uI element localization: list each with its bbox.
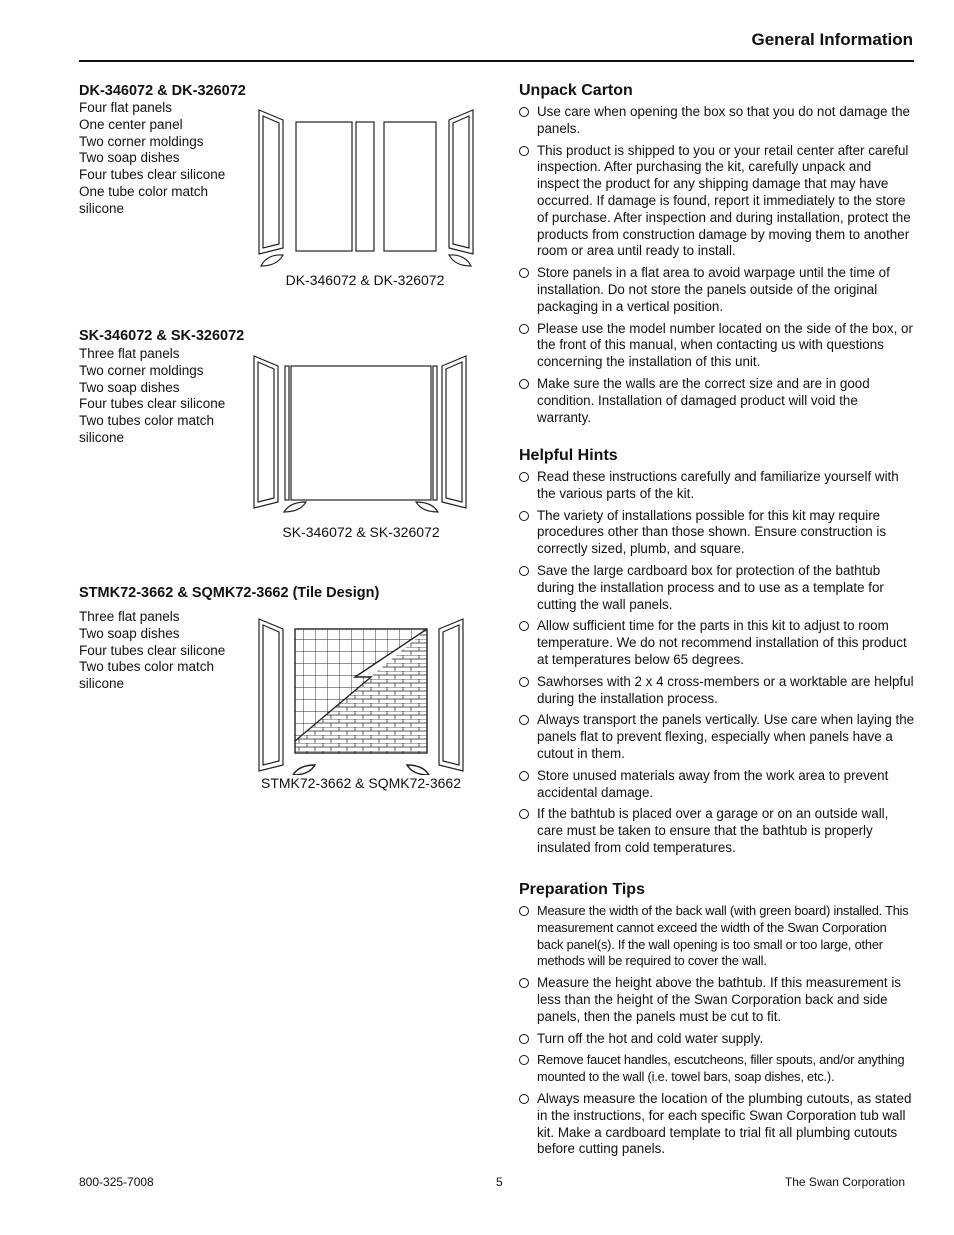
header-rule	[79, 60, 914, 62]
circle-bullet-icon	[519, 906, 529, 916]
kit-contents-list	[79, 609, 259, 693]
circle-bullet-icon	[519, 107, 529, 117]
preparation-tips-section	[519, 881, 915, 1163]
list-item: Three flat panels	[79, 609, 180, 624]
tile-design-kit-panels-illustration	[255, 615, 467, 775]
list-item: Remove faucet handles, escutcheons, filler spouts, and/or anything mounted to the wall (i.e. towel bars, soap dishes, etc.).	[519, 1052, 915, 1086]
list-item: Two corner moldings	[79, 362, 204, 378]
list-item: silicone	[79, 676, 125, 692]
list-item: Three flat panels	[79, 346, 180, 361]
list-item: Two corner moldings	[79, 133, 204, 149]
list-item: Four tubes clear silicone	[79, 642, 226, 658]
footer-page-number: 5	[496, 1175, 503, 1189]
kit-title: DK-346072 & DK-326072	[79, 83, 246, 99]
figure-caption: DK-346072 & DK-326072	[285, 272, 445, 288]
section-heading: Helpful Hints	[519, 447, 618, 464]
figure-caption: STMK72-3662 & SQMK72-3662	[261, 775, 461, 791]
list-item: silicone	[79, 200, 125, 216]
kit-contents-list	[79, 100, 259, 218]
list-item: Two tubes color match	[79, 659, 215, 675]
footer-company: The Swan Corporation	[784, 1175, 905, 1189]
circle-bullet-icon	[519, 1055, 529, 1065]
list-item: silicone	[79, 429, 125, 445]
helpful-hints-section	[519, 447, 915, 862]
section-heading: Preparation Tips	[519, 881, 645, 898]
list-item: Four tubes clear silicone	[79, 167, 226, 183]
circle-bullet-icon	[519, 379, 529, 389]
unpack-carton-section	[519, 82, 915, 431]
circle-bullet-icon	[519, 566, 529, 576]
list-item: Please use the model number located on the side of the box, or the front of this manual, when contacting us with questions concerning the installation of this unit.	[519, 321, 915, 371]
circle-bullet-icon	[519, 268, 529, 278]
circle-bullet-icon	[519, 771, 529, 781]
circle-bullet-icon	[519, 511, 529, 521]
list-item: Four tubes clear silicone	[79, 396, 226, 412]
list-item: Always measure the location of the plumbing cutouts, as stated in the instructions, for each specific Swan Corporation tub wall kit. Make a cardboard template to trial fit all plumbing cutouts before cutting panels.	[519, 1091, 915, 1158]
circle-bullet-icon	[519, 809, 529, 819]
circle-bullet-icon	[519, 1034, 529, 1044]
circle-bullet-icon	[519, 715, 529, 725]
page-header-title: General Information	[751, 30, 913, 49]
list-item: This product is shipped to you or your retail center after careful inspection. After purchasing the kit, carefully unpack and inspect the product for any shipping damage that may have occurred. If damage is found, report it immediately to the store of purchase. After inspection and during installation, protect the products from construction damage by moving them to another room or area until ready to install.	[519, 143, 915, 261]
list-item: The variety of installations possible for this kit may require procedures other than those shown. Ensure construction is correctly sized, plumb, and square.	[519, 508, 915, 558]
circle-bullet-icon	[519, 677, 529, 687]
circle-bullet-icon	[519, 324, 529, 334]
list-item: Make sure the walls are the correct size and are in good condition. Installation of damaged product will void the warranty.	[519, 376, 915, 426]
list-item: Measure the height above the bathtub. If this measurement is less than the height of the Swan Corporation back and side panels, then the panels must be cut to fit.	[519, 975, 915, 1025]
footer-phone: 800-325-7008	[79, 1175, 154, 1189]
list-item: One center panel	[79, 116, 183, 132]
kit-title: STMK72-3662 & SQMK72-3662 (Tile Design)	[79, 585, 380, 601]
circle-bullet-icon	[519, 146, 529, 156]
list-item: Two soap dishes	[79, 379, 180, 395]
list-item: Use care when opening the box so that you do not damage the panels.	[519, 104, 915, 138]
list-item: Save the large cardboard box for protection of the bathtub during the installation process and to use as a template for cutting the wall panels.	[519, 563, 915, 613]
list-item: Always transport the panels vertically. Use care when laying the panels flat to prevent flexing, especially when panels have a cutout in them.	[519, 712, 915, 762]
list-item: Store panels in a flat area to avoid warpage until the time of installation. Do not store the panels outside of the original packaging in a vertical position.	[519, 265, 915, 315]
list-item: One tube color match	[79, 183, 209, 199]
circle-bullet-icon	[519, 621, 529, 631]
section-heading: Unpack Carton	[519, 82, 633, 99]
list-item: Measure the width of the back wall (with green board) installed. This measurement cannot exceed the width of the Swan Corporation back panel(s). If the wall opening is too small or too large, other methods will be required to cover the wall.	[519, 903, 915, 970]
kit-contents-list	[79, 346, 259, 447]
list-item: Turn off the hot and cold water supply.	[519, 1031, 915, 1048]
list-item: Sawhorses with 2 x 4 cross-members or a worktable are helpful during the installation process.	[519, 674, 915, 708]
circle-bullet-icon	[519, 978, 529, 988]
list-item: Two tubes color match	[79, 413, 215, 429]
figure-caption: SK-346072 & SK-326072	[282, 524, 440, 540]
sk-kit-panels-illustration	[250, 352, 472, 516]
list-item: If the bathtub is placed over a garage or on an outside wall, care must be taken to ensure that the bathtub is properly insulated from cold temperatures.	[519, 806, 915, 856]
list-item: Read these instructions carefully and familiarize yourself with the various parts of the kit.	[519, 469, 915, 503]
list-item: Allow sufficient time for the parts in this kit to adjust to room temperature. We do not recommend installation of this product at temperatures below 65 degrees.	[519, 618, 915, 668]
list-item: Two soap dishes	[79, 625, 180, 641]
circle-bullet-icon	[519, 1094, 529, 1104]
circle-bullet-icon	[519, 472, 529, 482]
list-item: Two soap dishes	[79, 150, 180, 166]
list-item: Four flat panels	[79, 100, 173, 115]
dk-kit-panels-illustration	[255, 106, 477, 270]
list-item: Store unused materials away from the work area to prevent accidental damage.	[519, 768, 915, 802]
kit-title: SK-346072 & SK-326072	[79, 328, 245, 344]
